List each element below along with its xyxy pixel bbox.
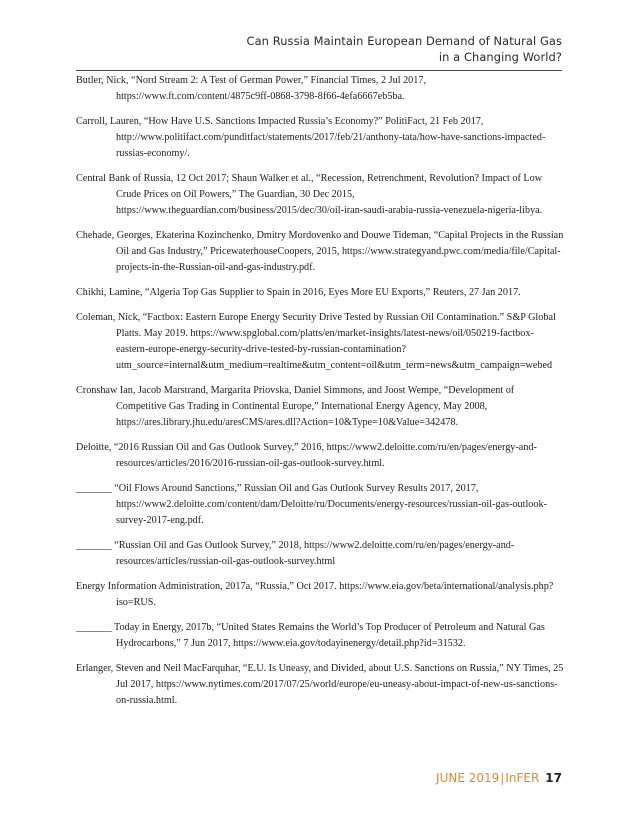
page-footer [436,771,562,785]
reference-entry: Cronshaw Ian, Jacob Marstrand, Margarita Priovska, Daniel Simmons, and Joost Wempe, “Development of Competitive Gas Trading in Continental Europe,” International Energy Agency, May 2008, https://ares.library.jhu.edu/aresCMS/ares.dll?Action=10&Type=10&Value=342478. [76,385,515,428]
running-header [142,33,562,65]
reference-entry: Deloitte, “2016 Russian Oil and Gas Outlook Survey,” 2016, https://www2.deloitte.com/ru/en/pages/energy-and-resources/articles/2016/2016-russian-oil-gas-outlook-survey.html. [76,442,537,469]
footer-separator: | [500,771,505,785]
reference-entry: Energy Information Administration, 2017a, “Russia,” Oct 2017. https://www.eia.gov/beta/international/analysis.php?iso=RUS. [76,581,554,608]
reference-entry: _______ “Russian Oil and Gas Outlook Survey,” 2018, https://www2.deloitte.com/ru/en/pages/energy-and-resources/articles/russian-oil-gas-outlook-survey.html [76,540,515,567]
footer-date: JUNE 2019 [436,771,500,785]
reference-entry: Chehade, Georges, Ekaterina Kozinchenko, Dmitry Mordovenko and Douwe Tideman, “Capital Projects in the Russian Oil and Gas Industry,” PricewaterhouseCoopers, 2015, https://www.strategyand.pwc.com/media/file/Capital-projects-in-the-Russian-oil-and-gas-industry.pdf. [76,230,564,273]
reference-entry: _______ Today in Energy, 2017b, “United States Remains the World’s Top Producer of Petroleum and Natural Gas Hydrocarbons,” 7 Jun 2017, https://www.eia.gov/todayinenergy/detail.php?id=31532. [76,622,545,649]
header-divider [76,70,562,71]
footer-publication: InFER [505,771,540,785]
header-title-line-1: Can Russia Maintain European Demand of Natural Gas [246,34,562,48]
reference-entry: Coleman, Nick, “Factbox: Eastern Europe Energy Security Drive Tested by Russian Oil Contamination.” S&P Global Platts. May 2019. https://www.spglobal.com/platts/en/market-insights/latest-news/oil/050219-factbox-eastern-europe-energy-security-drive-tested-by-russian-contamination?utm_source=internal&utm_medium=realtime&utm_content=oil&utm_term=news&utm_campaign=webed [76,312,556,371]
header-title-line-2: in a Changing World? [438,50,562,64]
reference-entry: Erlanger, Steven and Neil MacFarquhar, “E.U. Is Uneasy, and Divided, about U.S. Sanctions on Russia,” NY Times, 25 Jul 2017, https://www.nytimes.com/2017/07/25/world/europe/eu-uneasy-about-impact-of-new-us-sanctions-on-russia.html. [76,663,564,706]
page-number: 17 [545,771,562,785]
reference-entry: Butler, Nick, “Nord Stream 2: A Test of German Power,” Financial Times, 2 Jul 2017, https://www.ft.com/content/4875c9ff-0868-3798-8f66-4efa6667eb5ba. [76,75,426,102]
reference-entry: Carroll, Lauren, “How Have U.S. Sanctions Impacted Russia’s Economy?” PolitiFact, 21 Feb 2017, http://www.politifact.com/punditfact/statements/2017/feb/21/anthony-tata/how-have-sanctions-impacted-russias-economy/. [76,116,546,159]
reference-entry: _______ “Oil Flows Around Sanctions,” Russian Oil and Gas Outlook Survey Results 2017, 2017, https://www2.deloitte.com/content/dam/Deloitte/ru/Documents/energy-resources/russian-oil-gas-outlook-survey-2017-eng.pdf. [76,483,547,526]
reference-entry: Central Bank of Russia, 12 Oct 2017; Shaun Walker et al., “Recession, Retrenchment, Revolution? Impact of Low Crude Prices on Oil Powers,” The Guardian, 30 Dec 2015, https://www.theguardian.com/business/2015/dec/30/oil-iran-saudi-arabia-russia-venezuela-nigeria-libya. [76,173,543,216]
reference-entry: Chikhi, Lamine, “Algeria Top Gas Supplier to Spain in 2016, Eyes More EU Exports,” Reuters, 27 Jan 2017. [76,287,521,298]
reference-list [76,73,564,718]
